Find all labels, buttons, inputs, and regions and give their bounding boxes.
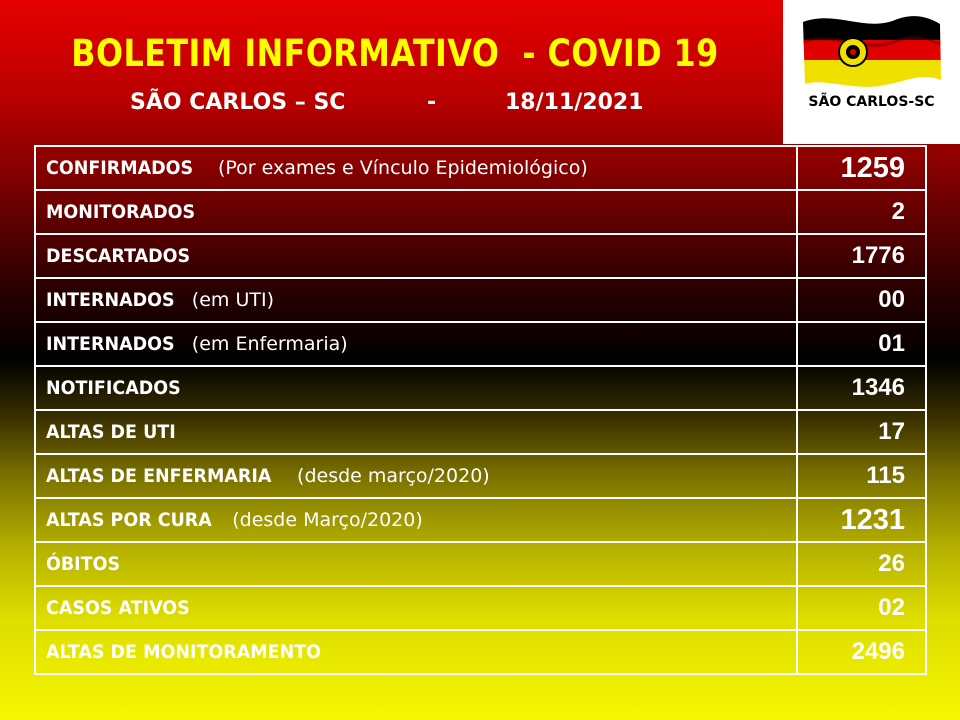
row-label: CONFIRMADOS [46,157,194,179]
flag-icon [795,10,945,90]
city-subtitle: SÃO CARLOS – SC [130,90,346,115]
row-label-cell [35,366,797,410]
row-label: ÓBITOS [46,553,121,575]
row-label: ALTAS DE ENFERMARIA [46,465,272,487]
city-logo [783,0,960,144]
table-row [35,630,926,674]
bulletin-date: 18/11/2021 [505,90,644,115]
row-label-cell [35,322,797,366]
table-row [35,498,926,542]
row-label: ALTAS DE UTI [46,421,176,443]
row-label-cell [35,454,797,498]
row-value: 2 [797,190,926,234]
row-label: ALTAS POR CURA [46,509,212,531]
table-row [35,146,926,190]
row-value: 1231 [797,498,926,542]
table-row [35,190,926,234]
logo-caption: SÃO CARLOS-SC [808,94,935,110]
row-label: DESCARTADOS [46,245,191,267]
row-value: 00 [797,278,926,322]
row-label-cell [35,278,797,322]
row-label-cell [35,410,797,454]
row-note: (desde Março/2020) [226,509,423,531]
row-note: (desde março/2020) [291,465,490,487]
table-row [35,454,926,498]
row-label: ALTAS DE MONITORAMENTO [46,641,321,663]
row-label-cell [35,190,797,234]
row-label-cell [35,542,797,586]
row-label-cell [35,146,797,190]
subtitle-separator: - [427,90,437,115]
table-row [35,542,926,586]
table-row [35,234,926,278]
table-row [35,586,926,630]
row-label-cell [35,498,797,542]
row-value: 1259 [797,146,926,190]
row-value: 2496 [797,630,926,674]
row-value: 02 [797,586,926,630]
row-label-cell [35,630,797,674]
row-label-cell [35,586,797,630]
row-label-cell [35,234,797,278]
row-value: 1776 [797,234,926,278]
row-note: (Por exames e Vínculo Epidemiológico) [205,157,588,179]
row-label: CASOS ATIVOS [46,597,190,619]
row-value: 26 [797,542,926,586]
row-value: 115 [797,454,926,498]
covid-stats-table [34,145,927,675]
row-label: MONITORADOS [46,201,196,223]
row-label: NOTIFICADOS [46,377,181,399]
row-value: 17 [797,410,926,454]
row-label: INTERNADOS [46,333,175,355]
page-title: BOLETIM INFORMATIVO - COVID 19 [71,32,719,75]
row-value: 01 [797,322,926,366]
row-note: (em UTI) [185,289,274,311]
table-row [35,278,926,322]
table-row [35,366,926,410]
table-row [35,410,926,454]
row-label: INTERNADOS [46,289,175,311]
row-note: (em Enfermaria) [185,333,348,355]
table-row [35,322,926,366]
row-value: 1346 [797,366,926,410]
